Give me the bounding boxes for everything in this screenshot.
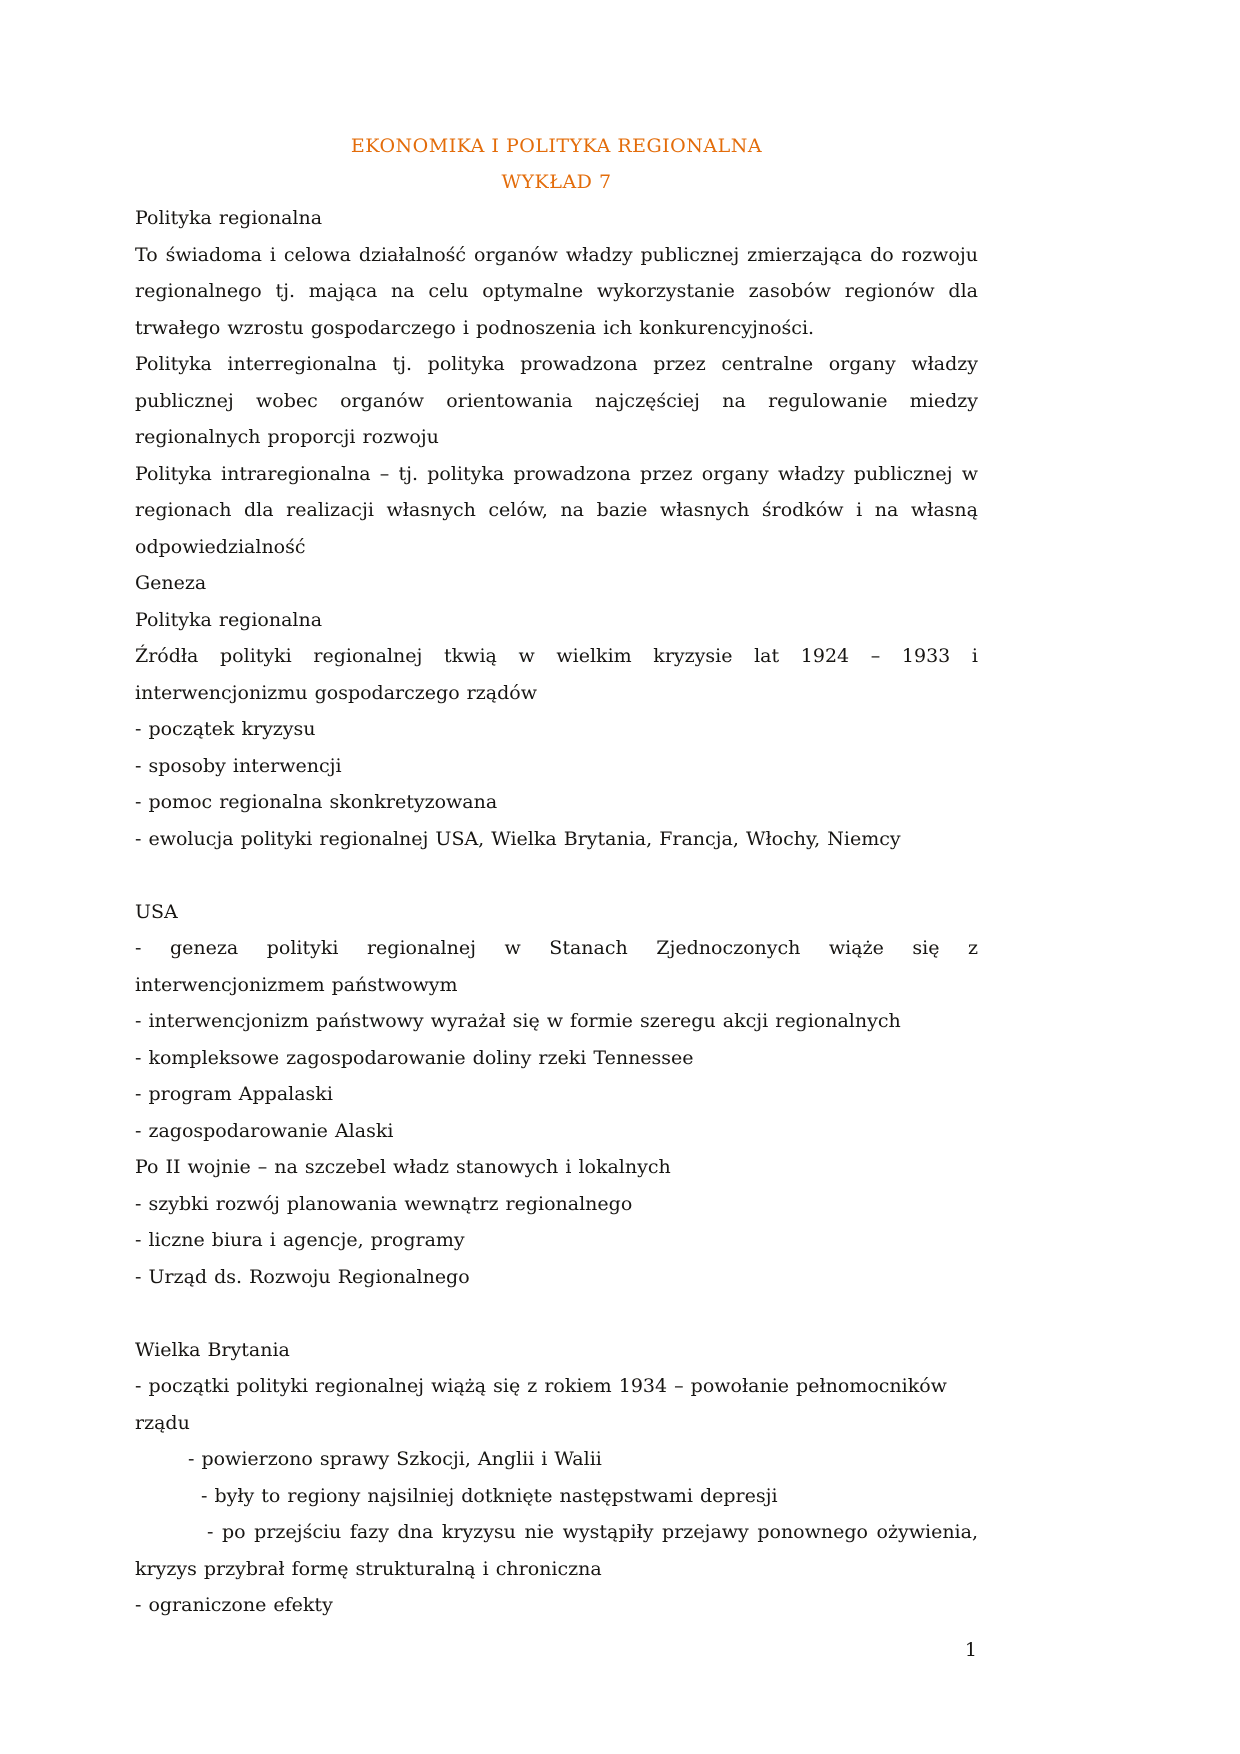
document-title: EKONOMIKA I POLITYKA REGIONALNA [350,135,763,157]
paragraph: - szybki rozwój planowania wewnątrz regionalnego [135,1192,633,1215]
paragraph: Polityka regionalna [135,608,323,631]
paragraph: - powierzono sprawy Szkocji, Anglii i Walii [188,1448,602,1470]
paragraph: - interwencjonizm państwowy wyrażał się w formie szeregu akcji regionalnych [135,1010,901,1032]
paragraph: - pomoc regionalna skonkretyzowana [135,791,498,813]
paragraph: - program Appalaski [135,1083,333,1105]
paragraph: - kompleksowe zagospodarowanie doliny rzeki Tennessee [135,1046,694,1069]
paragraph: Polityka intraregionalna – tj. polityka prowadzona przez organy władzy publicznej w regionach dla realizacji własnych celów, na bazie własnych środków i na własną odpowiedzialność [135,462,978,558]
paragraph: Wielka Brytania [135,1338,290,1361]
paragraph: - liczne biura i agencje, programy [135,1229,465,1251]
blank-line [135,1295,978,1332]
paragraph: Polityka regionalna [135,207,323,229]
blank-line [135,857,978,894]
paragraph: - geneza polityki regionalnej w Stanach Zjednoczonych wiąże się z interwencjonizmem państwowym [135,937,978,996]
paragraph: - zagospodarowanie Alaski [135,1119,394,1142]
paragraph: To świadoma i celowa działalność organów władzy publicznej zmierzająca do rozwoju regionalnego tj. mająca na celu optymalne wykorzystanie zasobów regionów dla trwałego wzrostu gospodarczego i podnoszenia ich konkurencyjności. [135,243,978,339]
paragraph: - początki polityki regionalnej wiążą się z rokiem 1934 – powołanie pełnomocników rządu [135,1375,947,1434]
paragraph: - były to regiony najsilniej dotknięte następstwami depresji [201,1484,778,1507]
paragraph: USA [135,900,178,923]
page-number: 1 [964,1639,977,1661]
paragraph: Źródła polityki regionalnej tkwią w wielkim kryzysie lat 1924 – 1933 i interwencjonizmu gospodarczego rządów [135,645,978,704]
paragraph: - po przejściu fazy dna kryzysu nie wystąpiły przejawy ponownego ożywienia, kryzys przybrał formę strukturalną i chroniczna [135,1521,978,1580]
paragraph: Polityka interregionalna tj. polityka prowadzona przez centralne organy władzy publicznej wobec organów orientowania najczęściej na regulowanie miedzy regionalnych proporcji rozwoju [135,353,978,448]
paragraph: - początek kryzysu [135,718,316,740]
paragraph: Geneza [135,572,207,594]
paragraph: - Urząd ds. Rozwoju Regionalnego [135,1265,470,1288]
paragraph: - sposoby interwencji [135,754,342,777]
paragraph: - ewolucja polityki regionalnej USA, Wielka Brytania, Francja, Włochy, Niemcy [135,827,901,850]
paragraph: Po II wojnie – na szczebel władz stanowych i lokalnych [135,1156,671,1178]
paragraph: - ograniczone efekty [135,1594,333,1616]
document-body [135,200,978,1624]
document-subtitle: WYKŁAD 7 [501,171,612,193]
